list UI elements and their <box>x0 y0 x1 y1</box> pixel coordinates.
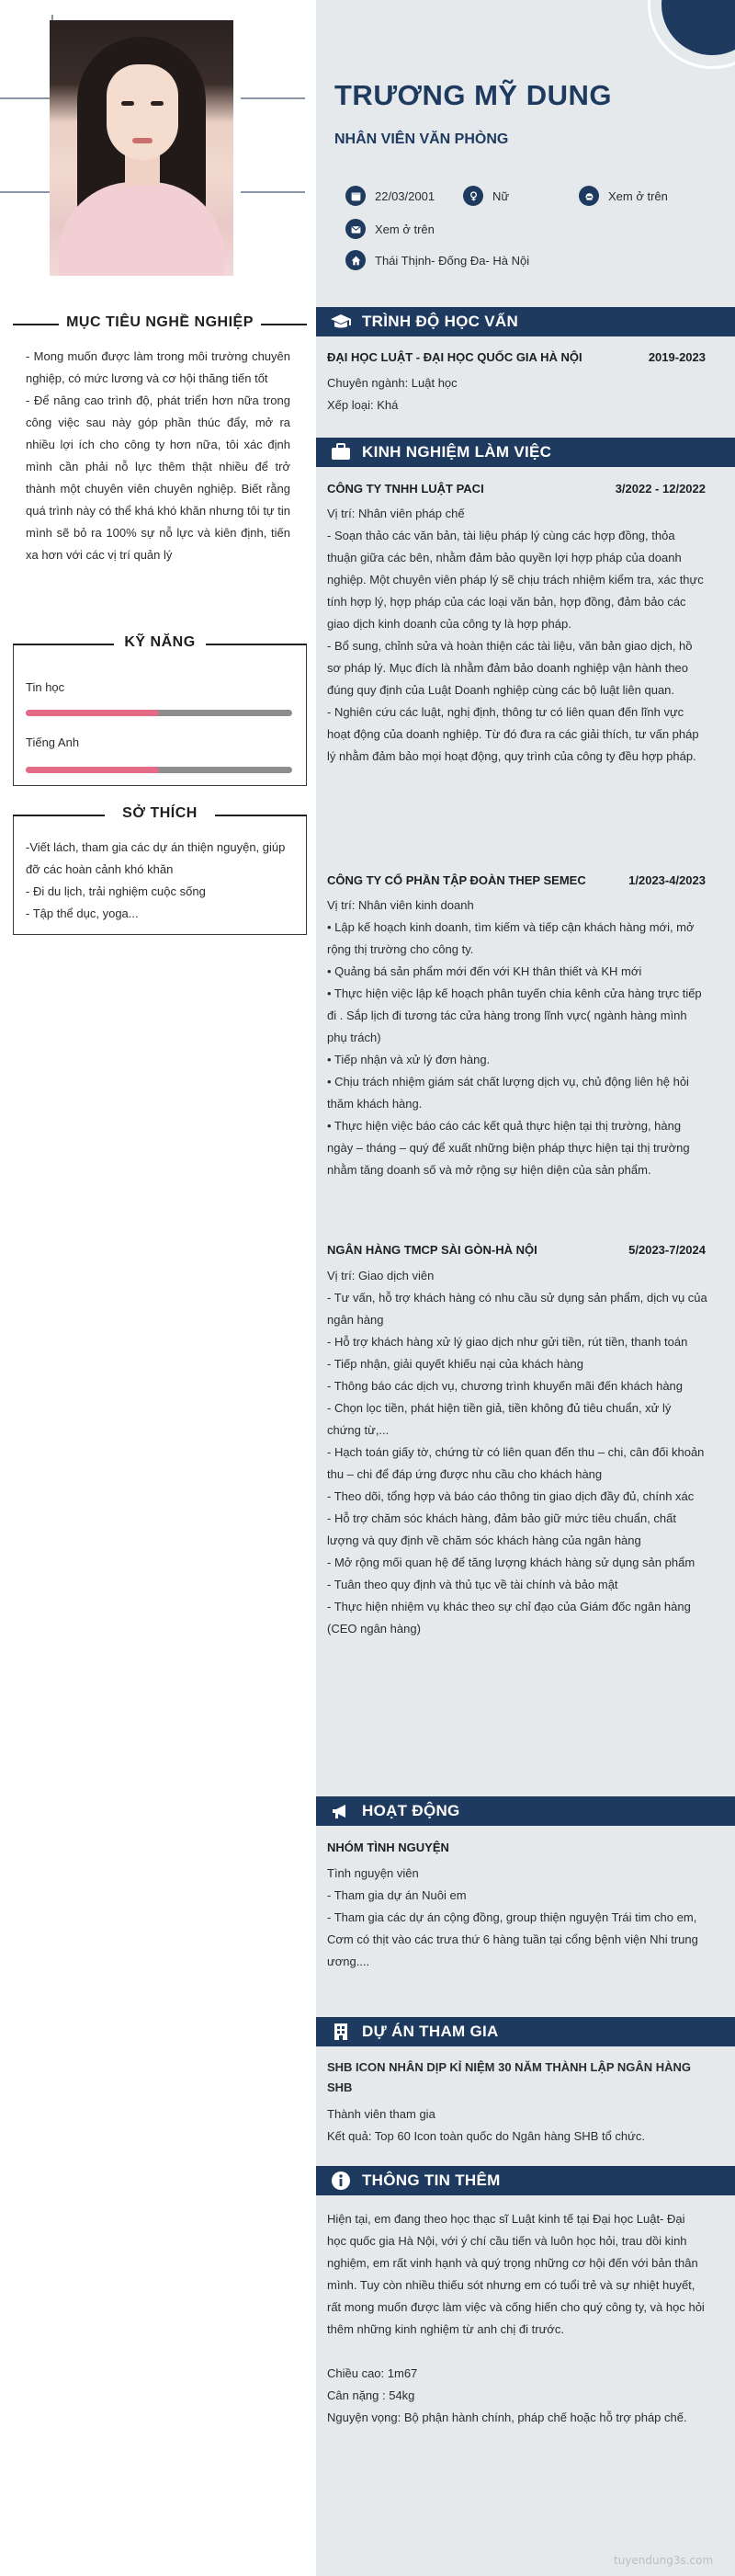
hobby-line: -Viết lách, tham gia các dự án thiện nguyện, giúp đỡ các hoàn cảnh khó khăn <box>26 840 286 876</box>
address-text: Thái Thịnh- Đống Đa- Hà Nội <box>375 253 530 268</box>
job-line: • Thực hiện việc lập kế hoạch phân tuyến chia kênh cửa hàng trực tiếp đi . Sắp lịch đi tương tác cửa hàng trong lĩnh vực( ngành hàng mình phụ trách) <box>327 986 702 1044</box>
job-line: - Hỗ trợ chăm sóc khách hàng, đảm bảo giữ mức tiêu chuẩn, chất lượng và quy định về chăm sóc khách hàng của ngân hàng <box>327 1511 677 1547</box>
job-line: - Chọn lọc tiền, phát hiện tiền giả, tiền không đủ tiêu chuẩn, xử lý chứng từ,... <box>327 1401 672 1437</box>
objective-text <box>26 346 290 566</box>
hobbies-heading <box>13 805 307 826</box>
birthday-info <box>345 186 435 206</box>
home-icon <box>345 250 366 270</box>
objective-line: - Để nâng cao trình độ, phát triển hơn nữa trong công việc sau này góp phần thúc đẩy, mở ra nhiều lợi ích cho công ty hơn nữa, tôi xác định mình cần phải nỗ lực thêm thật nhiều để trở thành một chuyên viên chuyên nghiệp. Biết rằng quá trình này có thể khá khó khăn nhưng tôi tự tin mình sẽ bỏ ra 100% sự nỗ lực và kiên định, tiến xa hơn với các vị trí quản lý <box>26 393 290 562</box>
watermark: tuyendung3s.com <box>614 2554 714 2567</box>
skills-heading <box>13 634 307 655</box>
school-name: ĐẠI HỌC LUẬT - ĐẠI HỌC QUỐC GIA HÀ NỘI <box>327 350 582 364</box>
email-text: Xem ở trên <box>375 222 435 236</box>
skills-heading-text: KỸ NĂNG <box>117 634 202 650</box>
job-line: - Thực hiện nhiệm vụ khác theo sự chỉ đạo của Giám đốc ngân hàng (CEO ngân hàng) <box>327 1600 691 1636</box>
activities-details <box>327 1863 707 1973</box>
gender-icon <box>463 186 483 206</box>
profile-photo <box>50 20 233 276</box>
experience-section-bar <box>316 438 735 467</box>
job-line: - Mở rộng mối quan hệ để tăng lượng khách hàng sử dụng sản phẩm <box>327 1556 695 1569</box>
building-icon <box>329 2022 353 2042</box>
more-info-line: Nguyện vọng: Bộ phận hành chính, pháp chế hoặc hỗ trợ pháp chế. <box>327 2411 687 2424</box>
megaphone-icon <box>329 1801 353 1821</box>
company-name: CÔNG TY CỔ PHẦN TẬP ĐOÀN THEP SEMEC <box>327 873 586 887</box>
education-period: 2019-2023 <box>648 350 706 364</box>
info-icon <box>329 2171 353 2191</box>
education-details <box>327 372 707 416</box>
job-entry-head <box>327 873 706 887</box>
hobbies-heading-text: SỞ THÍCH <box>115 805 205 821</box>
job-line: Vị trí: Nhân viên pháp chế <box>327 507 465 520</box>
job-details <box>327 895 707 1181</box>
activity-line: Tình nguyện viên <box>327 1866 419 1880</box>
job-period: 5/2023-7/2024 <box>628 1243 706 1257</box>
projects-section-bar <box>316 2017 735 2046</box>
job-details <box>327 503 707 768</box>
objective-line: - Mong muốn được làm trong môi trường chuyên nghiệp, có mức lương và cơ hội thăng tiến tốt <box>26 349 290 385</box>
phone-text: Xem ở trên <box>608 188 668 203</box>
job-line: • Lập kế hoạch kinh doanh, tìm kiếm và tiếp cận khách hàng mới, mở rộng thị trường cho công ty. <box>327 920 695 956</box>
job-line: • Thực hiện việc báo cáo các kết quả thực hiện tại thị trường, hàng ngày – tháng – quý để xuất những biện pháp thực hiện tại thị trường nhằm tăng doanh số và mở rộng sự hiện diện của sản phẩm. <box>327 1119 690 1177</box>
company-name: NGÂN HÀNG TMCP SÀI GÒN-HÀ NỘI <box>327 1243 537 1257</box>
activities-entry-head <box>327 1841 706 1854</box>
more-info-details <box>327 2208 707 2429</box>
education-section-bar <box>316 307 735 336</box>
project-line: Kết quả: Top 60 Icon toàn quốc do Ngân hàng SHB tổ chức. <box>327 2129 645 2143</box>
candidate-name: TRƯƠNG MỸ DUNG <box>334 79 612 111</box>
job-line: - Tuân theo quy định và thủ tục về tài chính và bảo mật <box>327 1578 618 1591</box>
more-info-line: Hiện tại, em đang theo học thạc sĩ Luật kinh tế tại Đại học Luật- Đại học quốc gia Hà Nội, với ý chí cầu tiến và luôn học hỏi, trau dồi kinh nghiệm, em rất vinh hạnh và quý trọng những cơ hội đến với bản thân mình. Tuy còn nhiều thiếu sót nhưng em có tuổi trẻ và sự nhiệt huyết, rất mong muốn được làm việc và cống hiến cho quý công ty, và học hỏi thêm những kinh nghiệm từ anh chị đi trước. <box>327 2212 705 2336</box>
skill-fill <box>26 767 159 773</box>
education-heading: TRÌNH ĐỘ HỌC VẤN <box>362 313 519 330</box>
hobbies-text <box>26 837 294 925</box>
experience-heading: KINH NGHIỆM LÀM VIỆC <box>362 443 552 461</box>
job-line: - Theo dõi, tổng hợp và báo cáo thông tin giao dịch đầy đủ, chính xác <box>327 1489 695 1503</box>
hobby-line: - Tập thể dục, yoga... <box>26 906 139 920</box>
more-info-line: Chiều cao: 1m67 <box>327 2366 418 2380</box>
job-entry-head <box>327 482 706 496</box>
skill-bar-tin-hoc <box>26 710 292 716</box>
skill-label: Tiếng Anh <box>26 735 80 749</box>
job-line: - Hạch toán giấy tờ, chứng từ có liên quan đến thu – chi, cân đối khoản thu – chi để đáp ứng được nhu cầu cho khách hàng <box>327 1445 705 1481</box>
education-entry-head <box>327 350 706 364</box>
activity-line: - Tham gia các dự án cộng đồng, group thiện nguyện Trái tim cho em, Cơm có thịt vào các trưa thứ 6 hàng tuần tại cổng bệnh viện Nhi trung ương.... <box>327 1910 698 1968</box>
job-period: 3/2022 - 12/2022 <box>615 482 706 496</box>
graduation-cap-icon <box>329 312 353 332</box>
skill-label: Tin học <box>26 680 65 694</box>
job-line: - Hỗ trợ khách hàng xử lý giao dịch như gửi tiền, rút tiền, thanh toán <box>327 1335 688 1349</box>
activity-org: NHÓM TÌNH NGUYỆN <box>327 1841 449 1854</box>
calendar-icon <box>345 186 366 206</box>
more-info-line: Cân nặng : 54kg <box>327 2388 415 2402</box>
more-info-blank <box>327 2341 707 2363</box>
job-line: • Tiếp nhận và xử lý đơn hàng. <box>327 1053 491 1066</box>
skill-bar-tieng-anh <box>26 767 292 773</box>
education-line: Xếp loại: Khá <box>327 398 399 412</box>
activities-heading: HOẠT ĐỘNG <box>362 1802 460 1819</box>
email-icon <box>345 219 366 239</box>
project-details <box>327 2103 707 2148</box>
job-line: - Tư vấn, hỗ trợ khách hàng có nhu cầu sử dụng sản phẩm, dịch vụ của ngân hàng <box>327 1291 707 1327</box>
education-line: Chuyên ngành: Luật học <box>327 376 458 390</box>
job-line: Vị trí: Nhân viên kinh doanh <box>327 898 474 912</box>
more-info-heading: THÔNG TIN THÊM <box>362 2171 501 2189</box>
photo-deco-line <box>241 97 305 99</box>
phone-info <box>579 186 668 206</box>
objective-heading-text: MỤC TIÊU NGHỀ NGHIỆP <box>59 314 261 330</box>
skill-fill <box>26 710 159 716</box>
job-line: - Thông báo các dịch vụ, chương trình khuyến mãi đến khách hàng <box>327 1379 684 1393</box>
job-line: - Bổ sung, chỉnh sửa và hoàn thiện các tài liệu, văn bản giao dịch, hồ sơ pháp lý. Mục đích là nhằm đảm bảo doanh nghiệp vận hành theo đúng quy định của Luật Doanh nghiệp cùng các bộ luật liên quan. <box>327 639 693 697</box>
activity-line: - Tham gia dự án Nuôi em <box>327 1888 467 1902</box>
job-line: Vị trí: Giao dịch viên <box>327 1269 435 1282</box>
photo-deco-line <box>241 191 305 193</box>
job-line: • Quảng bá sản phẩm mới đến với KH thân thiết và KH mới <box>327 964 642 978</box>
briefcase-icon <box>329 442 353 462</box>
objective-heading <box>13 314 307 335</box>
project-name: SHB ICON NHÂN DỊP KỈ NIỆM 30 NĂM THÀNH LẬP NGÂN HÀNG SHB <box>327 2060 692 2094</box>
photo-deco-line <box>0 97 51 99</box>
job-period: 1/2023-4/2023 <box>628 873 706 887</box>
job-line: - Soạn thảo các văn bản, tài liệu pháp lý cùng các hợp đồng, thỏa thuận giữa các bên, nhằm đảm bảo quyền lợi hợp pháp của doanh nghiệp. Một chuyên viên pháp lý sẽ chịu trách nhiệm kiểm tra, xác thực tính hợp lý, hợp pháp của các loại văn bản, hợp đồng, đảm bảo các giao dịch kinh doanh của công ty là hợp pháp. <box>327 529 704 631</box>
photo-deco-line <box>0 191 51 193</box>
birthday-text: 22/03/2001 <box>375 188 435 203</box>
job-details <box>327 1265 707 1640</box>
more-info-section-bar <box>316 2166 735 2195</box>
project-line: Thành viên tham gia <box>327 2107 435 2121</box>
gender-text: Nữ <box>492 188 510 203</box>
job-line: - Nghiên cứu các luật, nghị định, thông tư có liên quan đến lĩnh vực hoạt động của doanh nghiệp. Từ đó đưa ra các giải thích, tư vấn pháp lý nhằm đảm bảo mọi hoạt động, quy trình của công ty đều hợp pháp. <box>327 705 699 763</box>
activities-section-bar <box>316 1796 735 1826</box>
job-entry-head <box>327 1243 706 1257</box>
phone-icon <box>579 186 599 206</box>
email-info <box>345 219 435 239</box>
projects-heading: DỰ ÁN THAM GIA <box>362 2023 499 2040</box>
hobby-line: - Đi du lịch, trải nghiệm cuộc sống <box>26 884 206 898</box>
job-line: • Chịu trách nhiệm giám sát chất lượng dịch vụ, chủ động liên hệ hỏi thăm khách hàng. <box>327 1075 689 1111</box>
gender-info <box>463 186 509 206</box>
company-name: CÔNG TY TNHH LUẬT PACI <box>327 482 484 496</box>
job-title: NHÂN VIÊN VĂN PHÒNG <box>334 131 509 147</box>
address-info <box>345 250 529 270</box>
job-line: - Tiếp nhận, giải quyết khiếu nại của khách hàng <box>327 1357 583 1371</box>
